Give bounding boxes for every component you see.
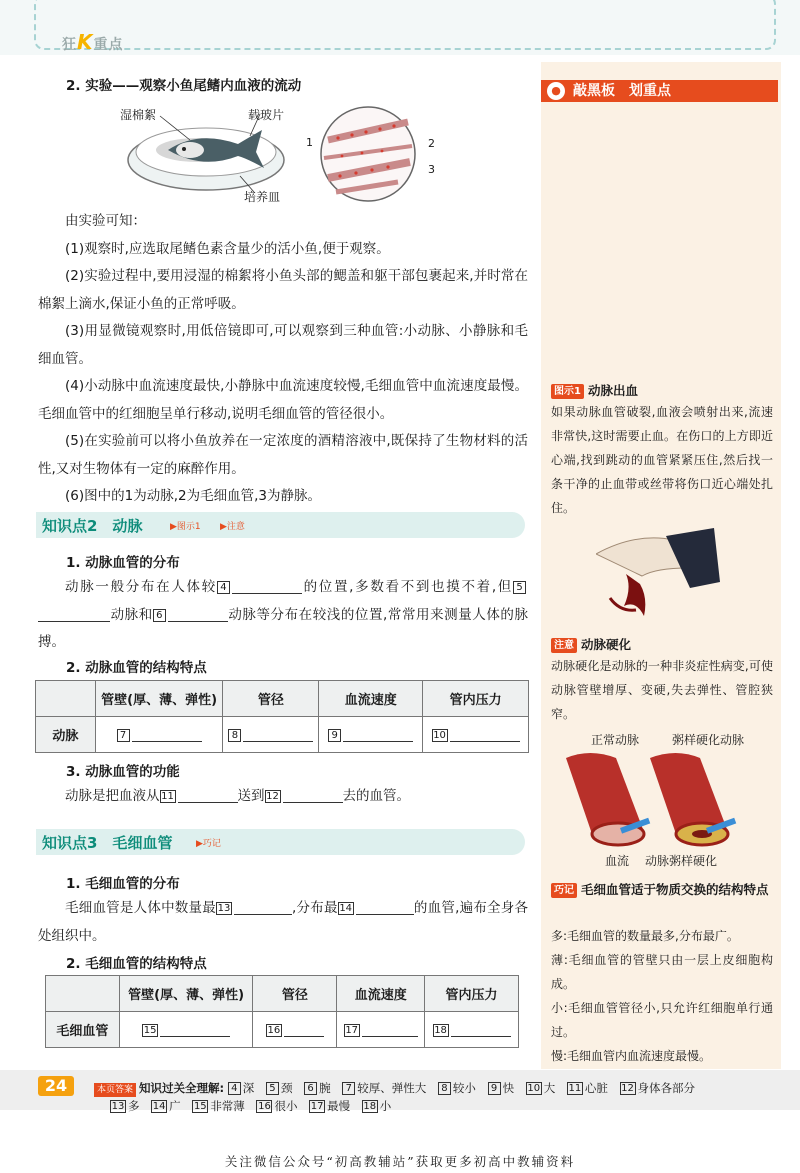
blank-16[interactable] <box>284 1021 324 1037</box>
blank-7[interactable] <box>132 726 202 742</box>
sidebar-box1-title: 图示1 动脉出血 <box>551 381 638 399</box>
speech-bubble-icon: ● <box>547 82 565 100</box>
microscope-view-illustration <box>318 104 418 204</box>
blank-14[interactable] <box>356 898 414 915</box>
label-slide: 载玻片 <box>248 108 285 122</box>
experiment-point-2: (2)实验过程中,要用浸湿的棉絮将小鱼头部的鳃盖和躯干部包裹起来,并时常在棉絮上滴水,保证小鱼的正常呼吸。 <box>38 268 528 312</box>
experiment-intro: 由实验可知： <box>65 213 146 229</box>
kp3-sub1: 1. 毛细血管的分布 <box>66 876 180 892</box>
kp2-sub1: 1. 动脉血管的分布 <box>66 555 180 571</box>
artery-structure-table: 管壁(厚、薄、弹性) 管径 血流速度 管内压力 动脉 7 8 9 10 <box>35 680 529 753</box>
kp3-title: 知识点3 毛细血管 <box>42 834 173 852</box>
sidebar-box3-title: 巧记 毛细血管适于物质交换的结构特点 <box>551 878 773 902</box>
header-frame <box>34 0 776 50</box>
sidebar-header: ● 敲黑板 划重点 <box>541 80 778 102</box>
arm-bleeding-illustration <box>596 528 720 624</box>
blank-8[interactable] <box>243 726 313 742</box>
sidebar-box3-line-3: 小:毛细血管管径小,只允许红细胞单行通过。 <box>551 1001 773 1039</box>
label-atherosclerotic-artery: 粥样硬化动脉 <box>672 733 745 747</box>
sidebar-box3-line-1: 多:毛细血管的数量最多,分布最广。 <box>551 929 739 943</box>
kp3-banner <box>36 829 525 855</box>
experiment-point-5: (5)在实验前可以将小鱼放养在一定浓度的酒精溶液中,既保持了生物材料的活性,又对生物体有一定的麻醉作用。 <box>38 433 528 477</box>
label-blood-flow: 血流 <box>605 854 630 868</box>
kp2-distribution: 动脉一般分布在人体较 4 的位置,多数看不到也摸不着,但 5动脉和 6 动脉等分布在较浅的位置,常常用来测量人体的脉搏。 <box>38 579 528 650</box>
artery-row-label: 动脉 <box>36 717 96 753</box>
experiment-point-6: (6)图中的1为动脉,2为毛细血管,3为静脉。 <box>65 488 321 504</box>
blank-18[interactable] <box>451 1021 511 1037</box>
blank-13[interactable] <box>234 898 292 915</box>
capillary-row-label: 毛细血管 <box>46 1012 120 1048</box>
kp2-tag-note: ▶注意 <box>220 522 245 532</box>
kp2-title: 知识点2 动脉 <box>42 517 143 535</box>
answers-line-1: 本页答案 知识过关全理解: 4 深 5 颈 6 腕 7 较厚、弹性大 8 较小 9 快 10 大 11 心脏 12 身体各部分 <box>94 1080 703 1097</box>
kp2-banner <box>36 512 525 538</box>
fig-label-3: 3 <box>428 163 435 176</box>
experiment-title: 2. 实验——观察小鱼尾鳍内血液的流动 <box>66 78 302 94</box>
wechat-footer-note: 关注微信公众号“初高教辅站”获取更多初高中教辅资料 <box>224 1154 576 1169</box>
kp3-tag-mnemonic: ▶巧记 <box>196 839 221 849</box>
sidebar-box1-text: 如果动脉血管破裂,血液会喷射出来,流速非常快,这时需要止血。在伤口的上方即近心端,找到跳动的血管紧紧压住,然后找一条干净的止血带或丝带将伤口近心端处扎住。 <box>551 405 773 515</box>
fig-label-1: 1 <box>306 136 313 149</box>
blank-17[interactable] <box>362 1021 418 1037</box>
label-wet-cotton: 湿棉絮 <box>120 108 157 122</box>
sidebar-box2-text: 动脉硬化是动脉的一种非炎症性病变,可使动脉管壁增厚、变硬,失去弹性、管腔狭窄。 <box>551 659 773 721</box>
kp3-sub2: 2. 毛细血管的结构特点 <box>66 956 207 972</box>
artery-comparison-illustration <box>560 748 760 848</box>
fig-label-2: 2 <box>428 137 435 150</box>
experiment-point-4: (4)小动脉中血流速度最快,小静脉中血流速度较慢,毛细血管中血流速度最慢。毛细血管中的红细胞呈单行移动,说明毛细血管的管径很小。 <box>38 378 528 422</box>
sidebar-box2-title: 注意 动脉硬化 <box>551 635 631 653</box>
blank-15[interactable] <box>160 1021 230 1037</box>
kp2-sub3: 3. 动脉血管的功能 <box>66 764 180 780</box>
kp3-distribution: 毛细血管是人体中数量最 13 ,分布最 14 的血管,遍布全身各处组织中。 <box>38 900 529 944</box>
kp2-function: 动脉是把血液从 11 送到 12 去的血管。 <box>65 788 410 804</box>
answers-line-2: 13 多 14 广 15 非常薄 16 很小 17 最慢 18 小 <box>111 1099 392 1113</box>
blank-4[interactable] <box>232 577 302 594</box>
page-number: 24 <box>38 1076 74 1096</box>
experiment-point-3: (3)用显微镜观察时,用低倍镜即可,可以观察到三种血管:小动脉、小静脉和毛细血管。 <box>38 323 528 367</box>
blank-12[interactable] <box>283 786 343 803</box>
blank-6[interactable] <box>168 605 228 622</box>
experiment-point-1: (1)观察时,应选取尾鳍色素含量少的活小鱼,便于观察。 <box>65 241 390 257</box>
blank-10[interactable] <box>450 726 520 742</box>
blank-5[interactable] <box>38 605 110 622</box>
kp2-tag-figure: ▶图示1 <box>170 522 201 532</box>
capillary-structure-table: 管壁(厚、薄、弹性) 管径 血流速度 管内压力 毛细血管 15 16 17 18 <box>45 975 519 1048</box>
label-plaque: 动脉粥样硬化 <box>645 854 718 868</box>
sidebar-box3-line-4: 慢:毛细血管内血流速度最慢。 <box>551 1049 712 1063</box>
sidebar-box3-line-2: 薄:毛细血管的管壁只由一层上皮细胞构成。 <box>551 953 773 991</box>
blank-11[interactable] <box>178 786 238 803</box>
label-dish: 培养皿 <box>244 190 281 204</box>
brand-logo: 狂K重点 <box>62 30 124 54</box>
kp2-sub2: 2. 动脉血管的结构特点 <box>66 660 207 676</box>
blank-9[interactable] <box>343 726 413 742</box>
label-normal-artery: 正常动脉 <box>591 733 640 747</box>
